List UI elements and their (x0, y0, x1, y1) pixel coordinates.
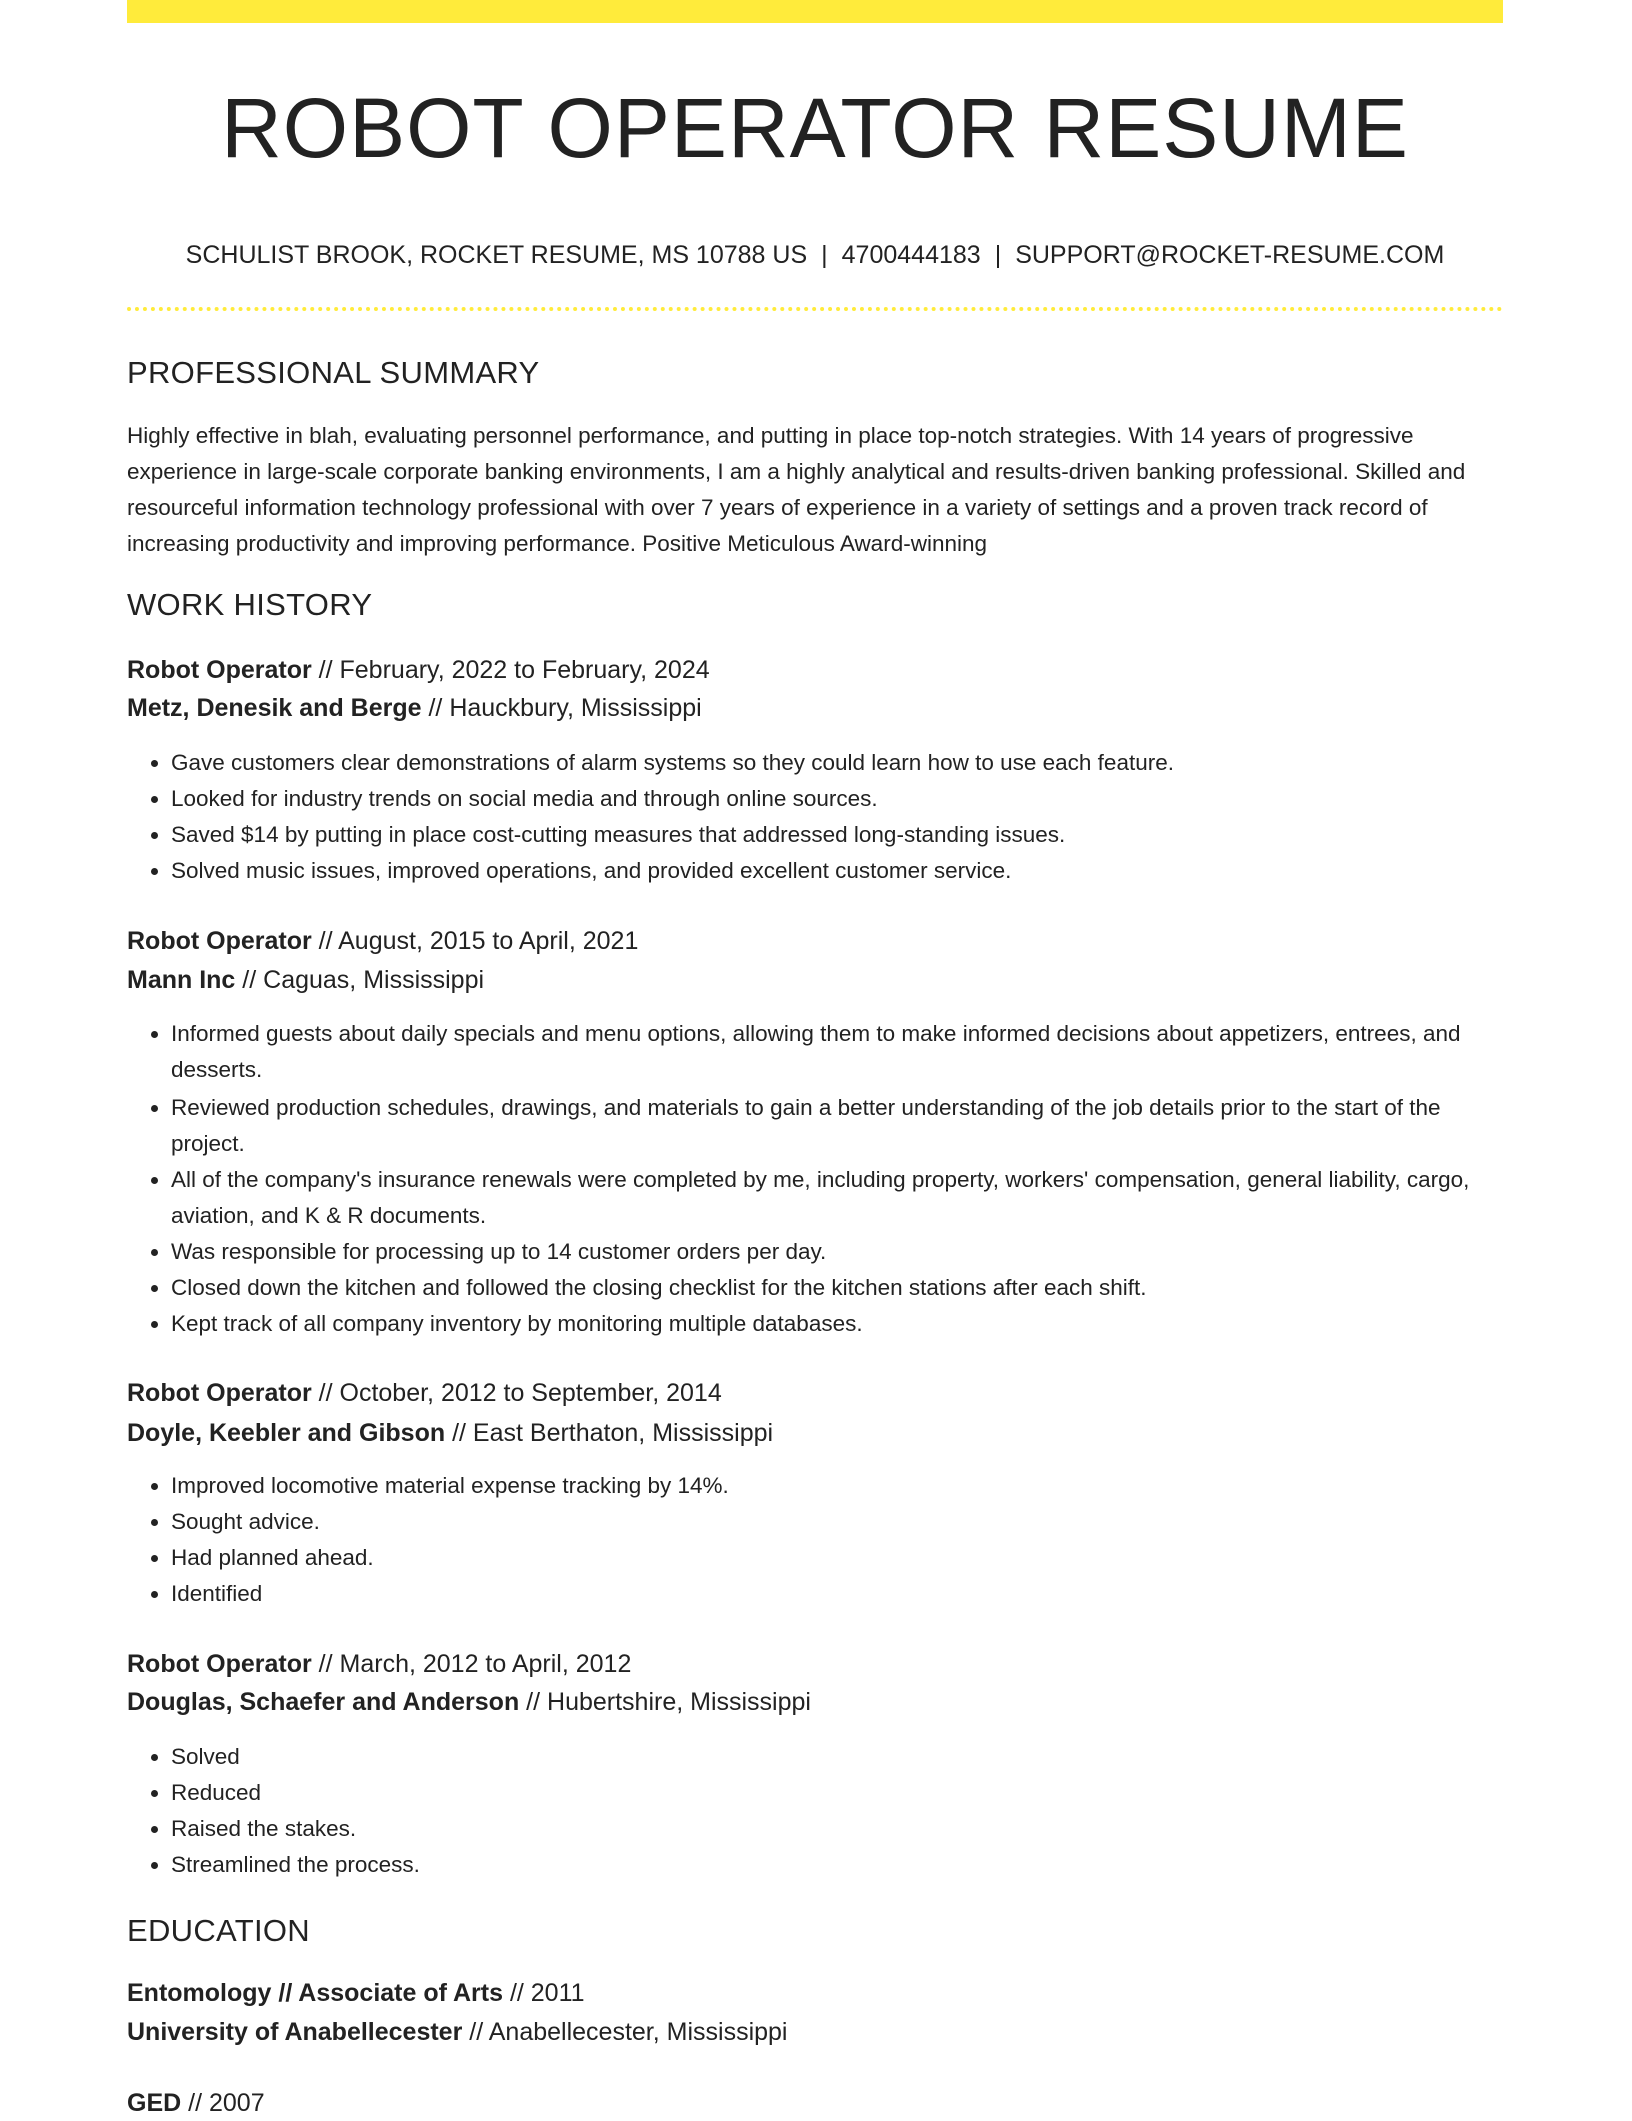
list-item: • Kept track of all company inventory by monitoring multiple databases. (171, 1306, 1503, 1342)
job-bullets (127, 1016, 1503, 1342)
list-item: • Saved $14 by putting in place cost-cutting measures that addressed long-standing issues. (171, 817, 1503, 853)
list-item: • Identified (171, 1576, 1503, 1612)
job-company: Douglas, Schaefer and Anderson (127, 1688, 520, 1716)
job-company-line (127, 1684, 811, 1720)
list-item: • Streamlined the process. (171, 1847, 1503, 1883)
contact-email: SUPPORT@ROCKET-RESUME.COM (1015, 241, 1445, 269)
job-dates: // August, 2015 to April, 2021 (318, 927, 639, 955)
education-school: University of Anabellecester (127, 2018, 463, 2046)
contact-separator: | (994, 241, 1002, 269)
list-item: • All of the company's insurance renewals were completed by me, including property, workers' compensation, general liability, cargo, aviation, and K & R documents. (171, 1162, 1503, 1234)
list-item: • Reviewed production schedules, drawings, and materials to gain a better understanding of the job details prior to the start of the project. (171, 1090, 1503, 1162)
list-item: • Sought advice. (171, 1504, 1503, 1540)
list-item: • Informed guests about daily specials and menu options, allowing them to make informed decisions about appetizers, entrees, and desserts. (171, 1016, 1503, 1088)
job-title: Robot Operator (127, 1379, 312, 1407)
list-item: • Had planned ahead. (171, 1540, 1503, 1576)
job-dates: // March, 2012 to April, 2012 (318, 1650, 632, 1678)
job-title-line (127, 923, 638, 959)
job-bullets (127, 745, 1503, 889)
job-title: Robot Operator (127, 1650, 312, 1678)
job-title: Robot Operator (127, 927, 312, 955)
summary-heading: PROFESSIONAL SUMMARY (127, 355, 540, 390)
list-item: • Improved locomotive material expense tracking by 14%. (171, 1468, 1503, 1504)
job-company-line (127, 1415, 773, 1451)
job-title-line (127, 1375, 722, 1411)
education-degree-line (127, 1975, 585, 2011)
education-location: // Anabellecester, Mississippi (469, 2018, 788, 2046)
job-location: // Hauckbury, Mississippi (428, 694, 702, 722)
job-company: Metz, Denesik and Berge (127, 694, 422, 722)
job-title: Robot Operator (127, 656, 312, 684)
contact-separator: | (821, 241, 828, 269)
summary-text: Highly effective in blah, evaluating personnel performance, and putting in place top-notch strategies. With 14 years of progressive experience in large-scale corporate banking environments, I am a highly analytical and results-driven banking professional. Skilled and resourceful information technology professional with over 7 years of experience in a variety of settings and a proven track record of increasing productivity and improving performance. Positive Meticulous Award-winning (127, 423, 1466, 556)
work-history-heading: WORK HISTORY (127, 587, 373, 622)
list-item: • Reduced (171, 1775, 1503, 1811)
list-item: • Solved (171, 1739, 1503, 1775)
contact-address: SCHULIST BROOK, ROCKET RESUME, MS 10788 US (185, 241, 808, 269)
education-degree: GED (127, 2089, 182, 2117)
job-bullets (127, 1468, 1503, 1612)
job-location: // East Berthaton, Mississippi (452, 1419, 774, 1447)
list-item: • Raised the stakes. (171, 1811, 1503, 1847)
contact-line (127, 238, 1503, 272)
education-degree-line (127, 2085, 265, 2121)
job-dates: // October, 2012 to September, 2014 (318, 1379, 722, 1407)
education-heading: EDUCATION (127, 1913, 310, 1948)
list-item: • Was responsible for processing up to 14 customer orders per day. (171, 1234, 1503, 1270)
resume-title: ROBOT OPERATOR RESUME (221, 81, 1409, 175)
job-company: Doyle, Keebler and Gibson (127, 1419, 446, 1447)
education-year: // 2011 (509, 1979, 585, 2007)
education-school-line (127, 2014, 787, 2050)
list-item: • Closed down the kitchen and followed the closing checklist for the kitchen stations after each shift. (171, 1270, 1503, 1306)
job-dates: // February, 2022 to February, 2024 (318, 656, 710, 684)
job-title-line (127, 652, 710, 688)
job-company: Mann Inc (127, 966, 236, 994)
list-item: • Solved music issues, improved operations, and provided excellent customer service. (171, 853, 1503, 889)
job-bullets (127, 1739, 1503, 1883)
list-item: • Looked for industry trends on social media and through online sources. (171, 781, 1503, 817)
education-year: // 2007 (188, 2089, 265, 2117)
job-location: // Hubertshire, Mississippi (526, 1688, 811, 1716)
list-item: • Gave customers clear demonstrations of alarm systems so they could learn how to use each feature. (171, 745, 1503, 781)
job-company-line (127, 962, 484, 998)
contact-phone: 4700444183 (841, 241, 981, 269)
job-location: // Caguas, Mississippi (242, 966, 485, 994)
top-accent-bar (127, 0, 1503, 23)
dotted-divider (127, 307, 1503, 311)
job-company-line (127, 690, 702, 726)
education-degree: Entomology // Associate of Arts (127, 1979, 503, 2007)
job-title-line (127, 1646, 631, 1682)
